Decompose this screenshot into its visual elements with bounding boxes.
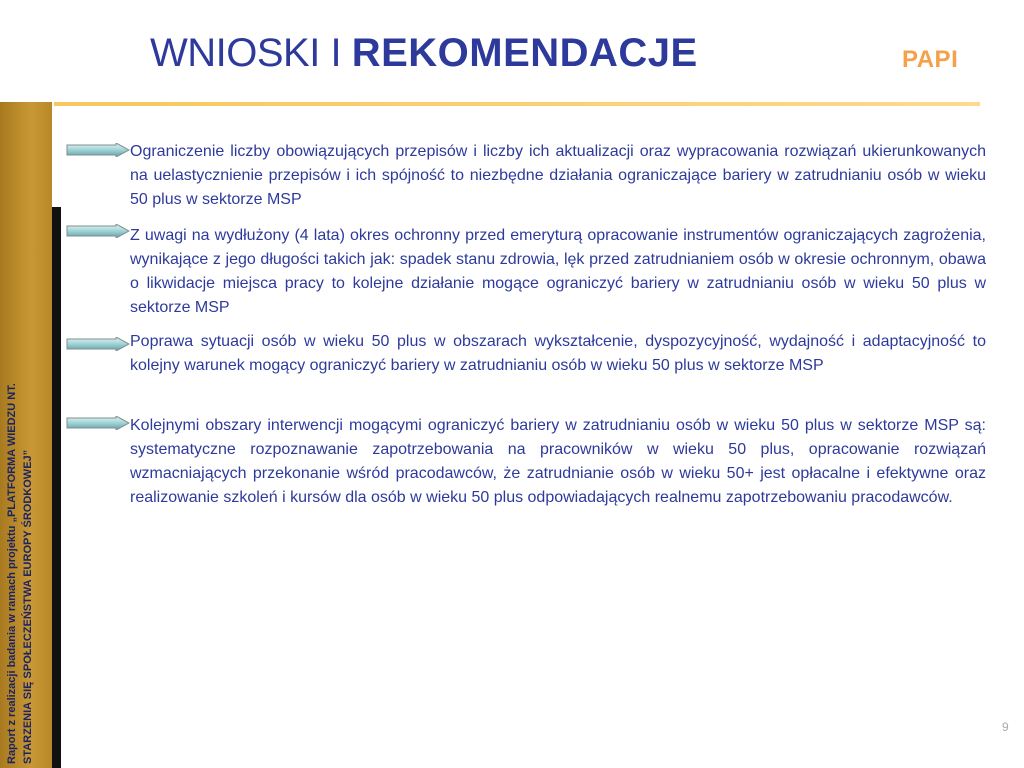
sidebar-caption — [4, 184, 36, 764]
arrow-bullet-icon — [66, 224, 130, 238]
bullet-text-2: Z uwagi na wydłużony (4 lata) okres ochronny przed emeryturą opracowanie instrumentów ograniczających zagrożenia, wynikające z jego długości takich jak: spadek stanu zdrowia, lęk przed zatrudnianiem osób w okresie ochronnym, obawa o likwidacje miejsca pracy to kolejne działanie mogące ograniczyć bariery w zatrudnianiu osób w wieku 50 plus w sektorze MSP — [130, 227, 986, 316]
title-part-2: REKOMENDACJE — [351, 31, 698, 75]
bullet-text-1: Ograniczenie liczby obowiązujących przepisów i liczby ich aktualizacji oraz wypracowania rozwiązań ukierunkowanych na uelastycznienie przepisów i ich spójność to niezbędne działania ograniczające bariery w zatrudnianiu osób w wieku 50 plus w sektorze MSP — [130, 143, 986, 208]
title-divider — [54, 102, 980, 106]
bullet-text-4: Kolejnymi obszary interwencji mogącymi ograniczyć bariery w zatrudnianiu osób w wieku 50 plus w sektorze MSP są: systematyczne rozpoznawanie zapotrzebowania na pracowników w wieku 50 plus, opracowanie rozwiązań wzmacniających przekonanie wśród pracodawców, że zatrudnianie osób w wieku 50+ jest opłacalne i efektywne oraz realizowanie szkoleń i kursów dla osób w wieku 50 plus odpowiadających realnemu zapotrzebowaniu pracodawców. — [130, 417, 986, 506]
bullet-text-3: Poprawa sytuacji osób w wieku 50 plus w obszarach wykształcenie, dyspozycyjność, wydajność i adaptacyjność to kolejny warunek mogący ograniczyć bariery w zatrudnianiu osób w wieku 50 plus w sektorze MSP — [130, 333, 986, 374]
arrow-bullet-icon — [66, 143, 130, 157]
sidebar-caption-line-1: Raport z realizacji badania w ramach projektu „PLATFORMA WIEDZU NT. — [6, 383, 18, 764]
sidebar-caption-line-2: STARZENIA SIĘ SPOŁECZEŃSTWA EUROPY ŚRODKOWEJ” — [22, 449, 34, 764]
arrow-bullet-icon — [66, 416, 130, 430]
arrow-bullet-icon — [66, 337, 130, 351]
slide-title — [150, 28, 698, 78]
sidebar-shadow — [52, 207, 61, 768]
page-number: 9 — [1002, 720, 1009, 734]
title-part-1: WNIOSKI I — [150, 31, 352, 75]
brand-logo: PAPI — [902, 46, 959, 73]
